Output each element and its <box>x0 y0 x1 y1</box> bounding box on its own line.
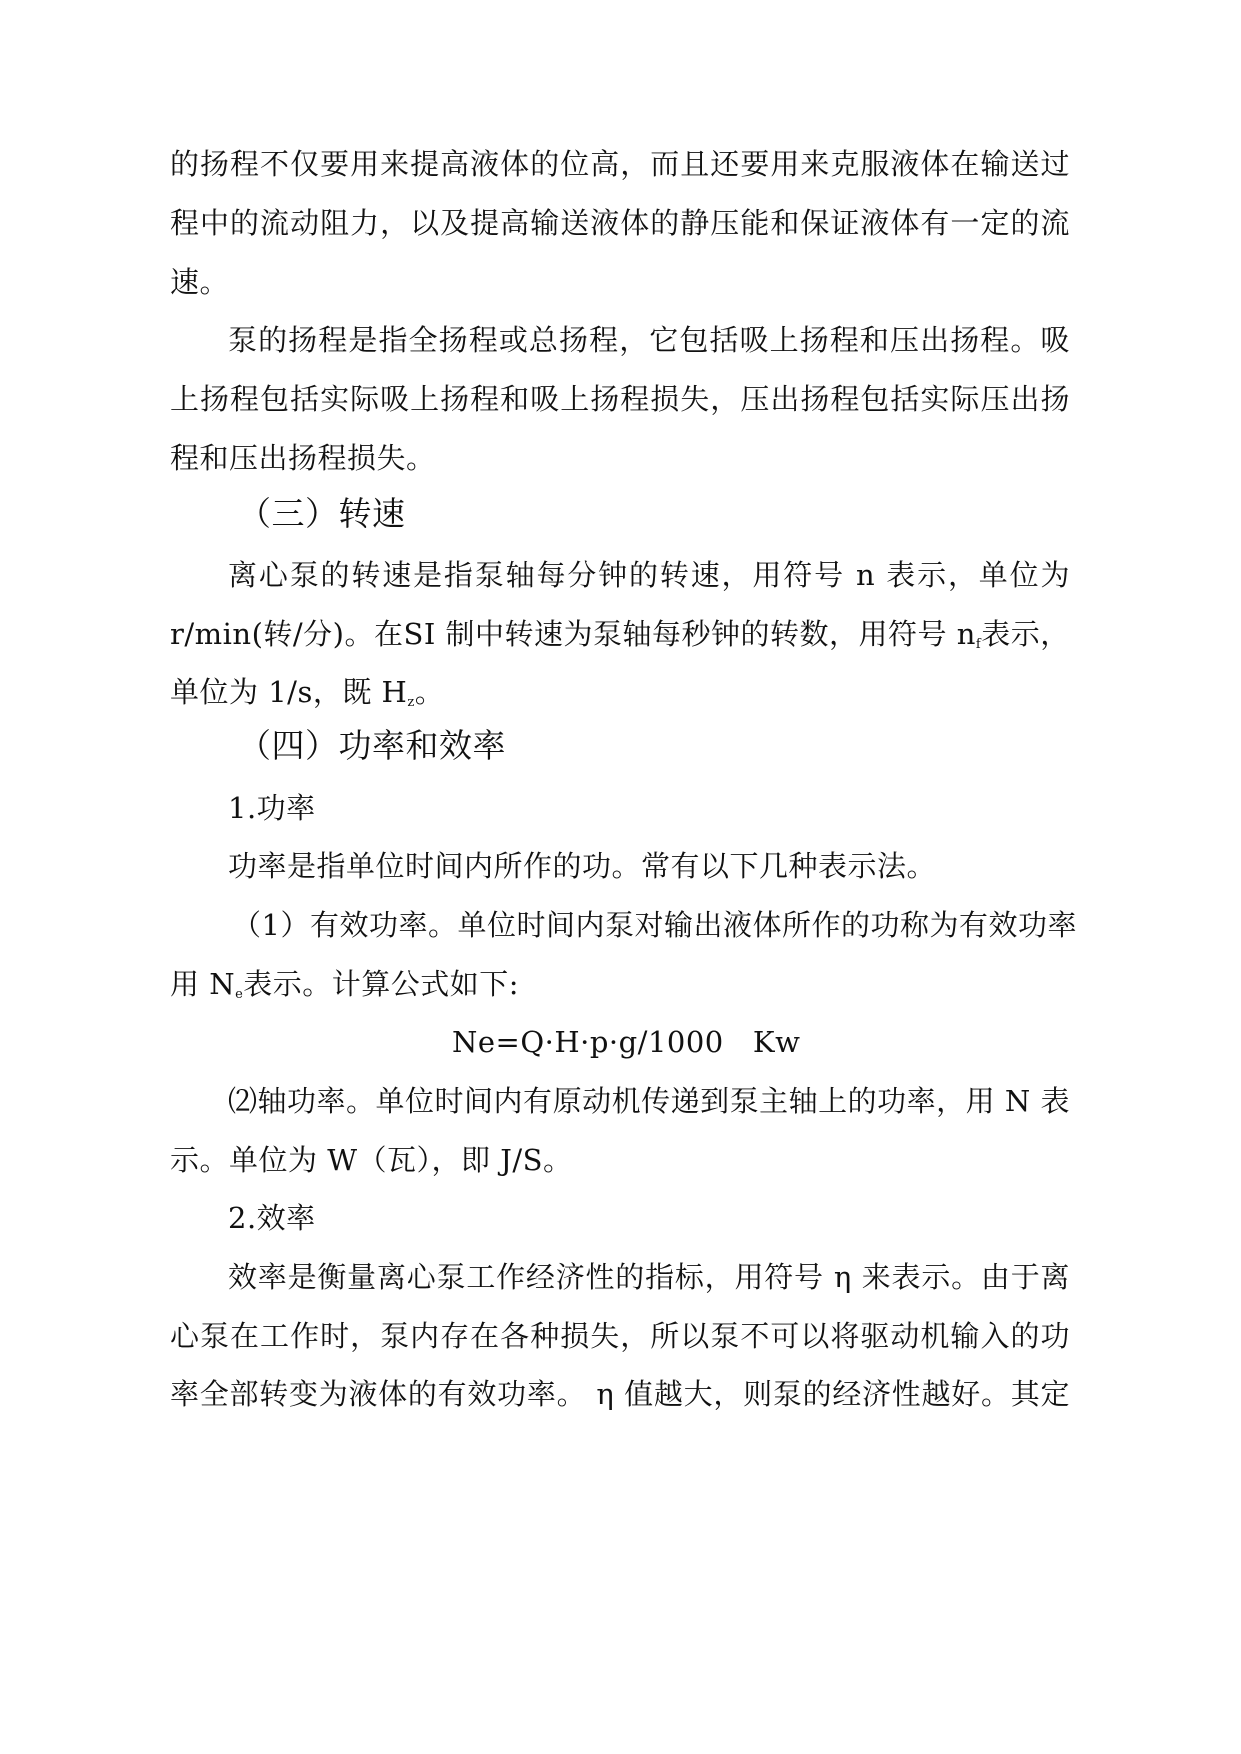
formula-effective-power: Ne=Q·H·p·g/1000 Kw <box>452 1025 801 1059</box>
paragraph-3-line-3-tail: 。 <box>414 675 445 709</box>
paragraph-2-line-3: 程和压出扬程损失。 <box>170 441 436 475</box>
paragraph-5-line-2 <box>170 964 1070 1004</box>
paragraph-7-line-1: 效率是衡量离心泵工作经济性的指标，用符号 η 来表示。由于离 <box>228 1260 1070 1294</box>
paragraph-4: 功率是指单位时间内所作的功。常有以下几种表示法。 <box>228 849 937 883</box>
paragraph-3-line-1: 离心泵的转速是指泵轴每分钟的转速，用符号 n 表示，单位为 <box>228 558 1070 592</box>
subscript-e: e <box>235 987 244 1002</box>
item-efficiency: 2.效率 <box>228 1201 316 1235</box>
paragraph-2-line-2: 上扬程包括实际吸上扬程和吸上扬程损失，压出扬程包括实际压出扬 <box>170 382 1070 416</box>
paragraph-5-line-1: （1）有效功率。单位时间内泵对输出液体所作的功称为有效功率 <box>232 908 1077 942</box>
paragraph-7-line-3: 率全部转变为液体的有效功率。 η 值越大，则泵的经济性越好。其定 <box>170 1377 1070 1411</box>
paragraph-5-line-2-text: 用 N <box>170 967 236 1001</box>
paragraph-3-line-3 <box>170 672 1070 712</box>
section-heading-power-efficiency: （四）功率和效率 <box>238 726 506 765</box>
section-heading-speed: （三）转速 <box>238 494 406 533</box>
paragraph-3-line-2 <box>170 614 1070 654</box>
paragraph-6-line-2: 示。单位为 W（瓦），即 J/S。 <box>170 1143 573 1177</box>
paragraph-1-line-1: 的扬程不仅要用来提高液体的位高，而且还要用来克服液体在输送过 <box>170 147 1070 181</box>
paragraph-2-line-1: 泵的扬程是指全扬程或总扬程，它包括吸上扬程和压出扬程。吸 <box>228 323 1070 357</box>
item-power: 1.功率 <box>228 791 316 825</box>
paragraph-3-line-3-text: 单位为 1/s，既 H <box>170 675 408 709</box>
paragraph-7-line-2: 心泵在工作时，泵内存在各种损失，所以泵不可以将驱动机输入的功 <box>170 1319 1070 1353</box>
paragraph-3-line-2-tail: 表示， <box>981 617 1070 651</box>
paragraph-1-line-3: 速。 <box>170 265 230 299</box>
paragraph-1-line-2: 程中的流动阻力，以及提高输送液体的静压能和保证液体有一定的流 <box>170 206 1070 240</box>
paragraph-6-line-1: ⑵轴功率。单位时间内有原动机传递到泵主轴上的功率，用 N 表 <box>228 1084 1070 1118</box>
subscript-z: z <box>407 695 415 710</box>
paragraph-3-line-2-text: r/min(转/分)。在SI 制中转速为泵轴每秒钟的转数，用符号 n <box>170 617 976 651</box>
paragraph-5-line-2-tail: 表示。计算公式如下: <box>243 967 520 1001</box>
subscript-f: f <box>975 637 982 652</box>
